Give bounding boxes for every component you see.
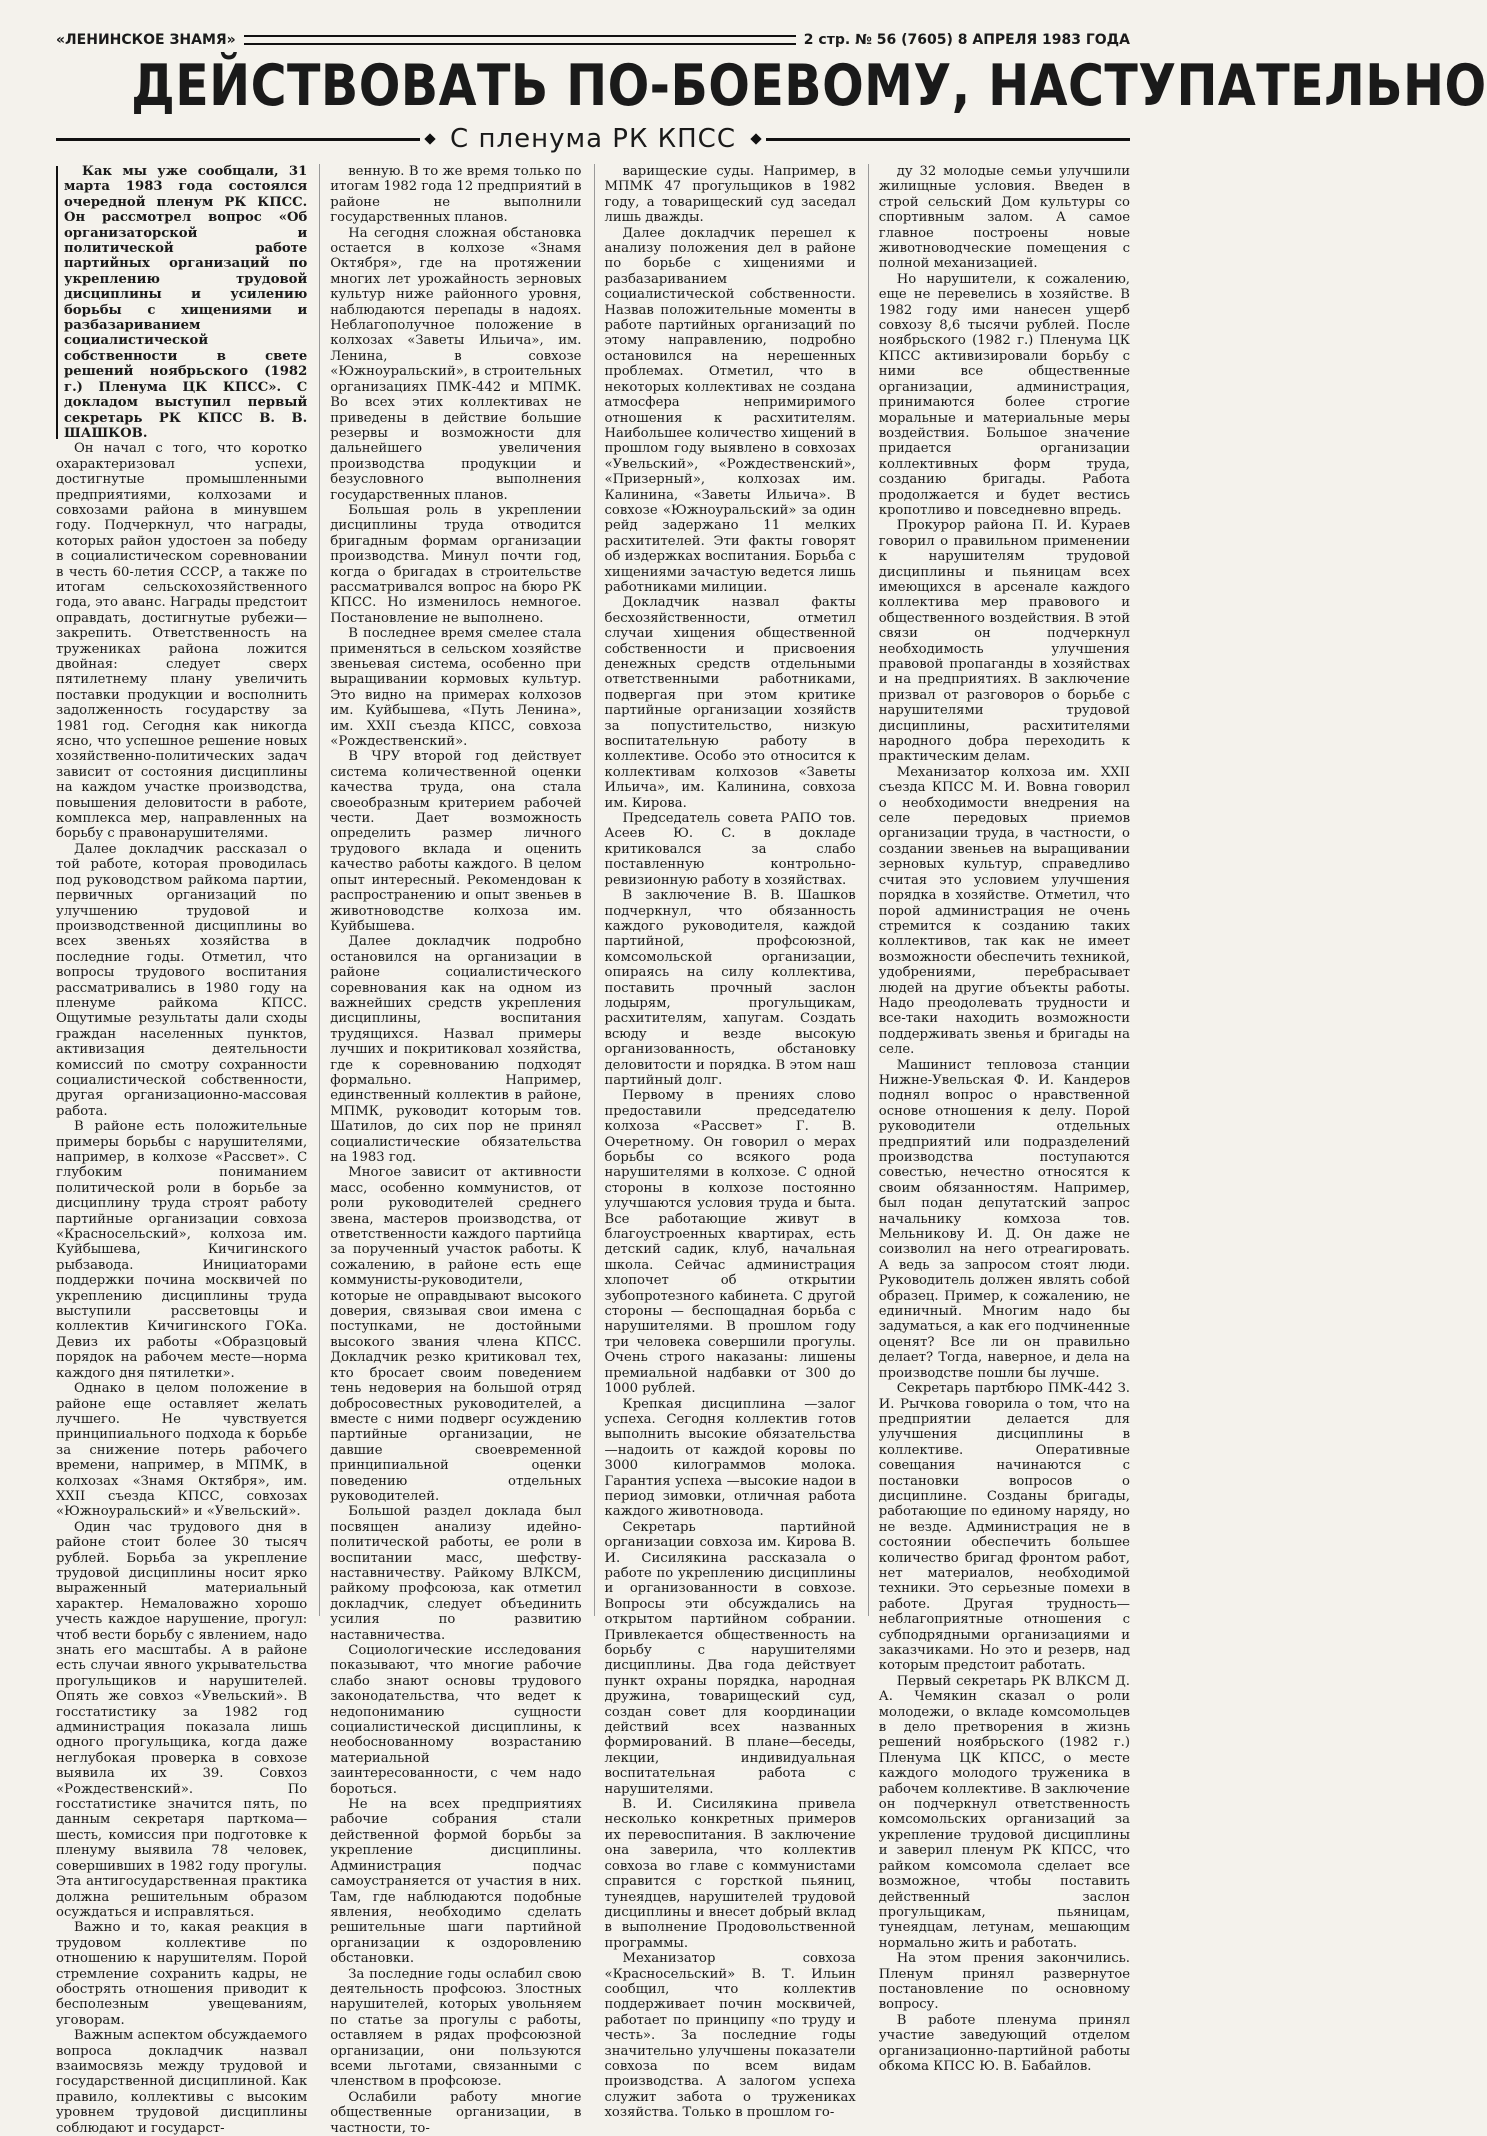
paragraph: В ЧРУ второй год действует система количественной оценки качества труда, она стала своеобразным критерием рабочей чести. Дает возможность определить размер личного трудового вклада и оценить качество работы каждого. В целом опыт интересный. Рекомендован к распространению и опыт звеньев в животноводстве колхоза им. Куйбышева. bbox=[330, 749, 582, 934]
paragraph: Далее докладчик рассказал о той работе, которая проводилась под руководством райкома партии, первичных организаций по улучшению трудовой и производственной дисциплины во всех звеньях хозяйства в последние годы. Отметил, что вопросы трудового воспитания рассматривались в 1980 году на пленуме райкома КПСС. Ощутимые результаты дали сходы граждан населенных пунктов, активизация деятельности комиссий по смотру сохранности социалистической собственности, другая организационно-массовая работа. bbox=[56, 841, 308, 1119]
paragraph: Секретарь партбюро ПМК-442 З. И. Рычкова говорила о том, что на предприятии делается для улучшения дисциплины в коллективе. Оперативные совещания начинаются с постановки вопросов о дисциплине. Созданы бригады, работающие по единому наряду, но не везде. Администрация не в состоянии обеспечить большее количество бригад фронтом работ, нет материалов, необходимой техники. Это серьезные помехи в работе. Другая трудность—неблагоприятные отношения с субподрядными организациями и заказчиками. Но это и резерв, над которым предстоит работать. bbox=[878, 1381, 1130, 1674]
article-lead bbox=[56, 164, 307, 441]
paragraph: Прокурор района П. И. Кураев говорил о правильном применении к нарушителям трудовой дисциплины и пьяницам всех имеющихся в арсенале каждого коллектива мер правового и общественного воздействия. В этой связи он подчеркнул необходимость улучшения правовой пропаганды в хозяйствах и на предприятиях. В заключение призвал от разговоров о борьбе с нарушителями трудовой дисциплины, расхитителями народного добра переходить к практическим делам. bbox=[878, 518, 1130, 765]
paragraph: Один час трудового дня в районе стоит более 30 тысяч рублей. Борьба за укрепление трудовой дисциплины носит ярко выраженный материальный характер. Немаловажно хорошо учесть каждое нарушение, прогул: чтоб вести борьбу с явлением, надо знать его масштабы. А в районе есть случаи явного укрывательства прогульщиков и нарушителей. Опять же совхоз «Увельский». В госстатистику за 1982 год администрация показала лишь одного прогульщика, когда даже неглубокая проверка в совхозе выявила их 39. Совхоз «Рождественский». По госстатистике значится пять, по данным секретаря парткома—шесть, комиссия при подготовке к пленуму выявила 78 человек, совершивших в 1982 году прогулы. Эта антигосударственная практика должна решительным образом осуждаться и исправляться. bbox=[56, 1519, 308, 1920]
paragraph: В. И. Сисилякина привела несколько конкретных примеров их перевоспитания. В заключение она заверила, что коллектив совхоза во главе с коммунистами справится с горсткой пьяниц, тунеядцев, нарушителей трудовой дисциплины и внесет добрый вклад в выполнение Продовольственной программы. bbox=[604, 1797, 856, 1951]
paragraph: Не на всех предприятиях рабочие собрания стали действенной формой борьбы за укрепление дисциплины. Администрация подчас самоустраняется от участия в них. Там, где наблюдаются подобные явления, необходимо сделать решительные шаги партийной организации к оздоровлению обстановки. bbox=[330, 1797, 582, 1967]
paper-name: «ЛЕНИНСКОЕ ЗНАМЯ» bbox=[56, 32, 236, 48]
diamond-ornament-icon bbox=[750, 133, 761, 144]
subhead-rule-right bbox=[766, 138, 1130, 141]
paragraph: Социологические исследования показывают, что многие рабочие слабо знают основы трудового законодательства, что ведет к недопониманию сущности социалистической дисциплины, к необоснованному возрастанию материальной заинтересованности, с чем надо бороться. bbox=[330, 1643, 582, 1797]
paragraph: Первому в прениях слово предоставили председателю колхоза «Рассвет» Г. В. Очеретному. Он говорил о мерах борьбы со всякого рода нарушителями в колхозе. С одной стороны в колхозе постоянно улучшаются условия труда и быта. Все работающие живут в благоустроенных квартирах, есть детский садик, клуб, начальная школа. Сейчас администрация хлопочет об открытии зубопротезного кабинета. С другой стороны — беспощадная борьба с нарушителями. В прошлом году три человека совершили прогулы. Очень строго наказаны: лишены премиальной надбавки от 300 до 1000 рублей. bbox=[604, 1088, 856, 1397]
paragraph: Однако в целом положение в районе еще оставляет желать лучшего. Не чувствуется принципиального подхода к борьбе за снижение потерь рабочего времени, например, в МПМК, в колхозах «Знамя Октября», им. XXII съезда КПСС, совхозах «Южноуральский» и «Увельский». bbox=[56, 1381, 308, 1520]
article-column-4 bbox=[868, 164, 1130, 2074]
paragraph: Докладчик назвал факты бесхозяйственности, отметил случаи хищения общественной собственности и присвоения денежных средств отдельными ответственными работниками, подвергая при этом критике партийные организации хозяйств за попустительство, низкую воспитательную работу в коллективе. Особо это относится к коллективам колхозов «Заветы Ильича», им. Калинина, совхоза им. Кирова. bbox=[604, 595, 856, 811]
paragraph: На этом прения закончились. Пленум принял развернутое постановление по основному вопросу. bbox=[878, 1951, 1130, 2013]
paragraph: Но нарушители, к сожалению, еще не перевелись в хозяйстве. В 1982 году ими нанесен ущерб совхозу 8,6 тысячи рублей. После ноябрьского (1982 г.) Пленума ЦК КПСС активизировали борьбу с ними все общественные организации, администрация, принимаются более строгие моральные и материальные меры воздействия. Большое значение придается организации коллективных форм труда, созданию бригады. Работа продолжается и будет вестись кропотливо и повседневно впредь. bbox=[878, 271, 1130, 518]
paragraph: В работе пленума принял участие заведующий отделом организационно-партийной работы обкома КПСС Ю. В. Бабайлов. bbox=[878, 2012, 1130, 2074]
paragraph: В последнее время смелее стала применяться в сельском хозяйстве звеньевая система, особенно при выращивании кормовых культур. Это видно на примерах колхозов им. Куйбышева, «Путь Ленина», им. XXII съезда КПСС, совхоза «Рождественский». bbox=[330, 626, 582, 750]
paragraph: Механизатор колхоза им. XXII съезда КПСС М. И. Вовна говорил о необходимости внедрения на селе передовых приемов организации труда, в частности, о создании звеньев на выращивании зерновых культур, справедливо считая это условием улучшения порядка в хозяйстве. Отметил, что порой администрация не очень стремится к созданию таких коллективов, так как не имеет возможности обеспечить техникой, удобрениями, перебрасывает людей на другие объекты работы. Надо преодолевать трудности и все-таки находить возможности поддерживать звенья и бригады на селе. bbox=[878, 764, 1130, 1058]
article-column-1 bbox=[56, 164, 308, 2136]
paragraph: Механизатор совхоза «Красносельский» В. Т. Ильин сообщил, что коллектив поддерживает почин москвичей, работает по принципу «по труду и честь». За последние годы значительно улучшены показатели совхоза по всем видам производства. А залогом успеха служит забота о тружениках хозяйства. Только в прошлом го- bbox=[604, 1951, 856, 2121]
article-columns bbox=[56, 164, 1130, 2136]
paragraph: варищеские суды. Например, в МПМК 47 прогульщиков в 1982 году, а товарищеский суд заседал лишь дважды. bbox=[604, 164, 856, 226]
paragraph: Председатель совета РАПО тов. Асеев Ю. С. в докладе критиковался за слабо поставленную контрольно-ревизионную работу в хозяйствах. bbox=[604, 811, 856, 888]
paragraph: Важно и то, какая реакция в трудовом коллективе по отношению к нарушителям. Порой стремление сохранить кадры, не обострять отношения приводит к бесполезным увещеваниям, уговорам. bbox=[56, 1920, 308, 2028]
paragraph: Он начал с того, что коротко охарактеризовал успехи, достигнутые промышленными предприятиями, колхозами и совхозами района в минувшем году. Подчеркнул, что награды, которых район удостоен за победу в социалистическом соревновании в честь 60-летия СССР, а также по итогам сельскохозяйственного года, это аванс. Награды предстоит оправдать, достигнутые рубежи—закрепить. Ответственность на тружениках района ложится двойная: следует сверх пятилетнему плану увеличить поставки продукции и восполнить задолженность государству за 1981 год. Сегодня как никогда ясно, что успешное решение новых хозяйственно-политических задач зависит от состояния дисциплины на каждом участке производства, повышения деловитости в работе, комплекса мер, направленных на борьбу с правонарушителями. bbox=[56, 441, 308, 842]
article-column-2 bbox=[319, 164, 582, 2136]
article-column-3 bbox=[594, 164, 856, 2121]
masthead bbox=[56, 30, 1130, 50]
paragraph: Далее докладчик перешел к анализу положения дел в районе по борьбе с хищениями и разбазариванием социалистической собственности. Назвав положительные моменты в работе партийных организаций по этому направлению, подробно остановился на нерешенных проблемах. Отметил, что в некоторых коллективах не создана атмосфера непримиримого отношения к расхитителям. Наибольшее количество хищений в прошлом году выявлено в совхозах «Увельский», «Рождественский», «Призерный», колхозах им. Калинина, «Заветы Ильича». В совхозе «Южноуральский» за один рейд задержано 11 мелких расхитителей. Эти факты говорят об издержках воспитания. Борьба с хищениями зачастую ведется лишь работниками милиции. bbox=[604, 225, 856, 595]
paragraph: Машинист тепловоза станции Нижне-Увельская Ф. И. Кандеров поднял вопрос о нравственной основе отношения к делу. Порой руководители отдельных предприятий или подразделений производства поступаются совестью, нечестно относятся к своим обязанностям. Например, был подан депутатский запрос начальнику комхоза тов. Мельникову И. Д. Он даже не соизволил на него отреагировать. А ведь за запросом стоят люди. Руководитель должен являть собой образец. Пример, к сожалению, не единичный. Многим надо бы задуматься, а как его подчиненные оценят? Все ли он правильно делает? Тогда, наверное, и дела на производстве пошли бы лучше. bbox=[878, 1057, 1130, 1381]
paragraph: Важным аспектом обсуждаемого вопроса докладчик назвал взаимосвязь между трудовой и государственной дисциплиной. Как правило, коллективы с высоким уровнем трудовой дисциплины соблюдают и государст- bbox=[56, 2028, 308, 2136]
paragraph: Большая роль в укреплении дисциплины труда отводится бригадным формам организации производства. Минул почти год, когда о бригадах в строительстве рассматривался вопрос на бюро РК КПСС. Но изменилось немногое. Постановление не выполнено. bbox=[330, 502, 582, 626]
subhead bbox=[56, 122, 1130, 156]
masthead-rule bbox=[244, 35, 796, 45]
paragraph: ду 32 молодые семьи улучшили жилищные условия. Введен в строй сельский Дом культуры со спортивным залом. А самое главное построены новые животноводческие помещения с полной механизацией. bbox=[878, 164, 1130, 272]
paragraph: Ослабили работу многие общественные организации, в частности, то- bbox=[330, 2089, 582, 2136]
paragraph: В заключение В. В. Шашков подчеркнул, что обязанность каждого руководителя, каждой партийной, профсоюзной, комсомольской организации, опираясь на силу коллектива, поставить прочный заслон лодырям, прогульщикам, расхитителям, хапугам. Создать всюду и везде высокую организованность, обстановку деловитости и порядка. В этом наш партийный долг. bbox=[604, 888, 856, 1088]
paragraph: Секретарь партийной организации совхоза им. Кирова В. И. Сисилякина рассказала о работе по укреплению дисциплины и организованности в совхозе. Вопросы эти обсуждались на открытом партийном собрании. Привлекается общественность на борьбу с нарушителями дисциплины. Два года действует пункт охраны порядка, народная дружина, товарищеский суд, создан совет для координации действий всех названных формирований. В плане—беседы, лекции, индивидуальная воспитательная работа с нарушителями. bbox=[604, 1519, 856, 1797]
paragraph: Большой раздел доклада был посвящен анализу идейно-политической работы, ее роли в воспитании масс, шефству-наставничеству. Райкому ВЛКСМ, райкому профсоюза, как отметил докладчик, следует объединить усилия по развитию наставничества. bbox=[330, 1504, 582, 1643]
paragraph: На сегодня сложная обстановка остается в колхозе «Знамя Октября», где на протяжении многих лет урожайность зерновых культур ниже районного уровня, наблюдаются перепады в надоях. Неблагополучное положение в колхозах «Заветы Ильича», им. Ленина, в совхозе «Южноуральский», в строительных организациях ПМК-442 и МПМК. Во всех этих коллективах не приведены в действие большие резервы и возможности для дальнейшего увеличения производства продукции и безусловного выполнения государственных планов. bbox=[330, 225, 582, 503]
subhead-text: С пленума РК КПСС bbox=[450, 124, 736, 154]
paragraph: Многое зависит от активности масс, особенно коммунистов, от роли руководителей среднего звена, мастеров производства, от ответственности каждого партийца за порученный участок работы. К сожалению, в районе есть еще коммунисты-руководители, которые не оправдывают высокого доверия, связывая свои имена с поступками, не достойными высокого звания члена КПСС. Докладчик резко критиковал тех, кто бросает своим поведением тень недоверия на большой отряд добросовестных руководителей, а вместе с ними подверг осуждению партийные организации, не давшие своевременной принципиальной оценки поведению отдельных руководителей. bbox=[330, 1165, 582, 1504]
lead-paragraph: Как мы уже сообщали, 31 марта 1983 года состоялся очередной пленум РК КПСС. Он рассмотрел вопрос «Об организаторской и политической работе партийных организаций по укреплению трудовой дисциплины и усилению борьбы с хищениями и разбазариванием социалистической собственности в свете решений ноябрьского (1982 г.) Пленума ЦК КПСС». С докладом выступил первый секретарь РК КПСС В. В. ШАШКОВ. bbox=[64, 164, 308, 441]
headline: ДЕЙСТВОВАТЬ ПО-БОЕВОМУ, НАСТУПАТЕЛЬНО bbox=[131, 53, 1487, 119]
paragraph: Крепкая дисциплина —залог успеха. Сегодня коллектив готов выполнить высокие обязательства—надоить от каждой коровы по 3000 килограммов молока. Гарантия успеха —высокие надои в период зимовки, отличная работа каждого животновода. bbox=[604, 1396, 856, 1520]
paragraph: В районе есть положительные примеры борьбы с нарушителями, например, в колхозе «Рассвет». С глубоким пониманием политической роли в борьбе за дисциплину труда строят работу партийные организации совхоза «Красносельский», колхоза им. Куйбышева, Кичигинского рыбзавода. Инициаторами поддержки почина москвичей по укреплению дисциплины труда выступили рассветовцы и коллектив Кичигинского ГОКа. Девиз их работы «Образцовый порядок на рабочем месте—норма каждого дня пятилетки». bbox=[56, 1119, 308, 1381]
paragraph: Первый секретарь РК ВЛКСМ Д. А. Чемякин сказал о роли молодежи, о вкладе комсомольцев в дело претворения в жизнь решений ноябрьского (1982 г.) Пленума ЦК КПСС, о месте каждого молодого труженика в рабочем коллективе. В заключение он подчеркнул ответственность комсомольских организаций за укрепление трудовой дисциплины и заверил пленум РК КПСС, что райком комсомола сделает все возможное, чтобы поставить действенный заслон прогульщикам, пьяницам, тунеядцам, летунам, мешающим нормально жить и работать. bbox=[878, 1673, 1130, 1951]
paragraph: венную. В то же время только по итогам 1982 года 12 предприятий в районе не выполнили государственных планов. bbox=[330, 164, 582, 226]
paragraph: Далее докладчик подробно остановился на организации в районе социалистического соревнования как на одном из важнейших средств укрепления дисциплины, воспитания трудящихся. Назвал примеры лучших и покритиковал хозяйства, где к соревнованию подходят формально. Например, единственный коллектив в районе, МПМК, руководит которым тов. Шатилов, до сих пор не принял социалистические обязательства на 1983 год. bbox=[330, 934, 582, 1165]
paragraph: За последние годы ослабил свою деятельность профсоюз. Злостных нарушителей, которых увольняем по статье за прогулы с работы, оставляем в рядах профсоюзной организации, они пользуются всеми льготами, связанными с членством в профсоюзе. bbox=[330, 1966, 582, 2090]
subhead-rule-left bbox=[56, 138, 420, 141]
issue-info: 2 стр. № 56 (7605) 8 АПРЕЛЯ 1983 ГОДА bbox=[803, 32, 1130, 48]
diamond-ornament-icon bbox=[424, 133, 435, 144]
